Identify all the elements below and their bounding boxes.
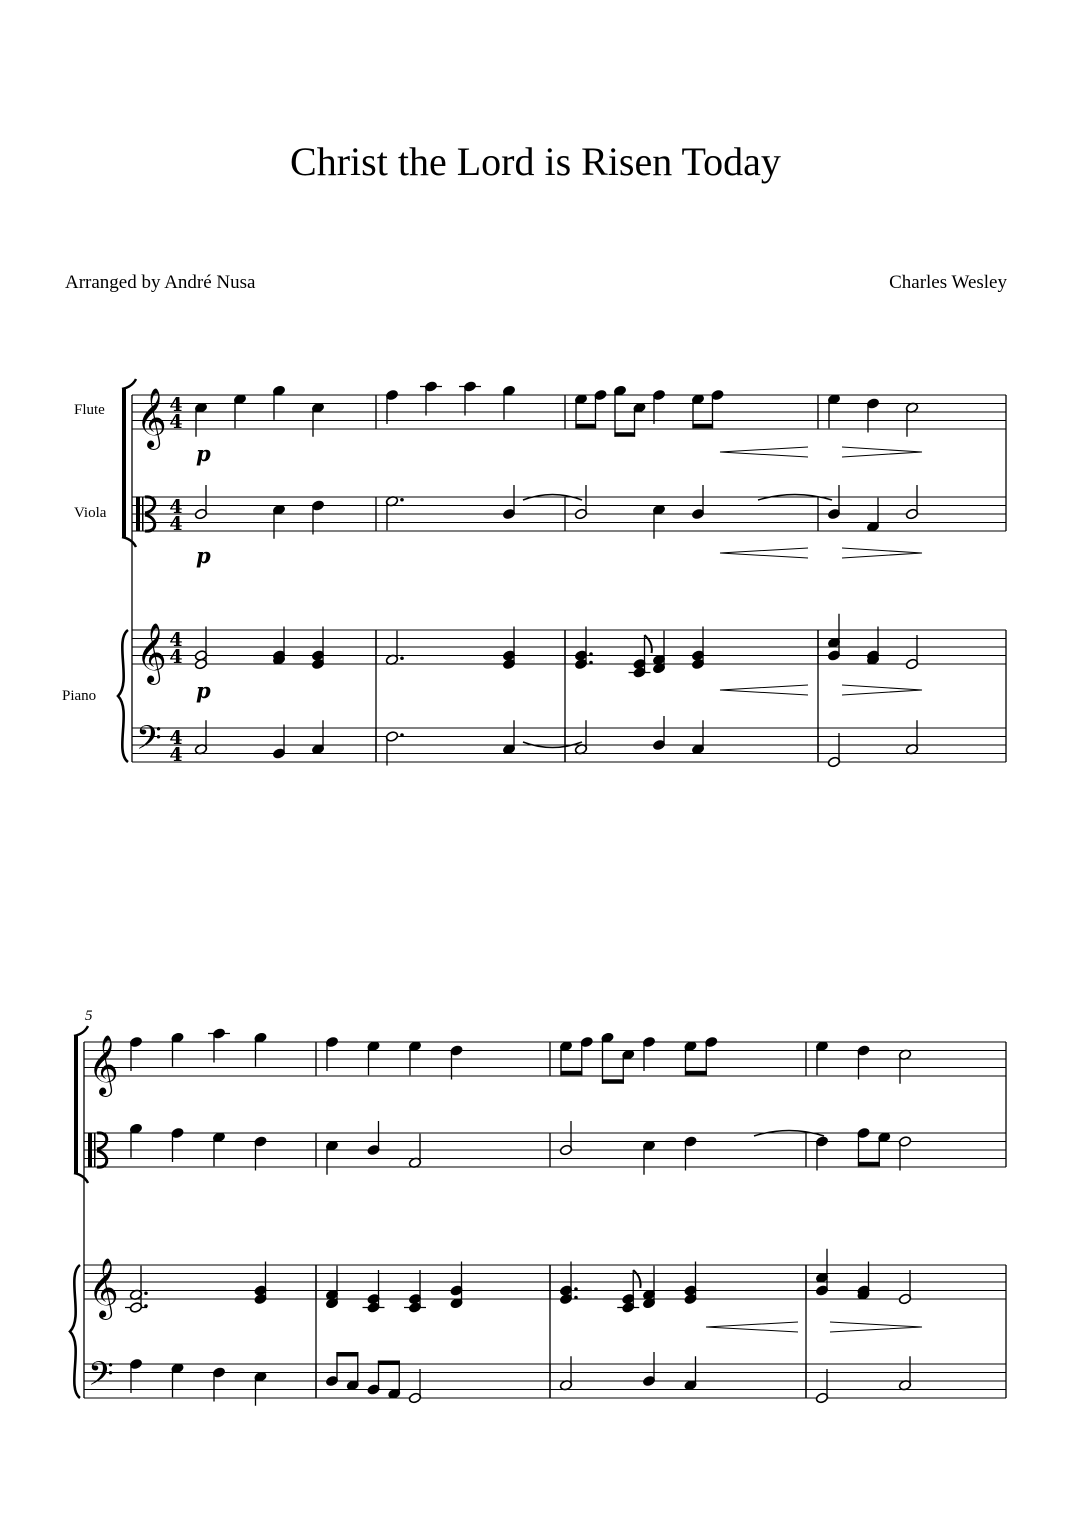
alto-clef-bar [94,1133,96,1167]
alto-clef-bar [88,1133,92,1167]
treble-clef: 𝄞 [88,1035,119,1095]
treble-clef: 𝄞 [136,623,167,683]
time-signature-top: 4 [169,629,183,651]
bracket-hook [74,1173,88,1183]
dynamic-marking: p [196,543,211,568]
time-signature-bottom: 4 [169,411,183,433]
bracket-hook [74,1026,88,1036]
instrument-label-flute: Flute [74,402,105,418]
time-signature-top: 4 [169,496,183,518]
duration-dot [144,1291,148,1295]
measure-number: 5 [85,1008,93,1024]
dynamic-marking: p [196,441,211,466]
treble-clef: 𝄞 [136,388,167,448]
duration-dot [144,1304,148,1308]
treble-clef: 𝄞 [88,1258,119,1318]
note-beam [685,1071,707,1076]
duration-dot [574,1296,578,1300]
dynamic-marking: p [196,678,211,703]
bass-clef: 𝄢 [136,719,162,766]
score-title: Christ the Lord is Risen Today [290,139,781,184]
bass-clef: 𝄢 [88,1355,114,1402]
time-signature-bottom: 4 [169,744,183,766]
time-signature-bottom: 4 [169,646,183,668]
note-beam [602,1079,624,1084]
time-signature-top: 4 [169,394,183,416]
decrescendo-hairpin [830,1322,922,1332]
note-flag [633,1270,640,1288]
piano-brace [70,1265,80,1398]
note-beam [560,1071,582,1076]
duration-dot [574,1287,578,1291]
note-beam [858,1162,880,1167]
instrument-label-piano: Piano [62,688,97,704]
composer-credit: Charles Wesley [889,272,1007,293]
crescendo-hairpin [706,1322,798,1332]
ensemble-bracket [74,1036,78,1173]
note-beam [378,1361,400,1366]
instrument-label-viola: Viola [74,505,107,521]
time-signature-top: 4 [169,727,183,749]
note-beam [336,1352,358,1357]
time-signature-bottom: 4 [169,513,183,535]
arranger-credit: Arranged by André Nusa [65,272,256,293]
